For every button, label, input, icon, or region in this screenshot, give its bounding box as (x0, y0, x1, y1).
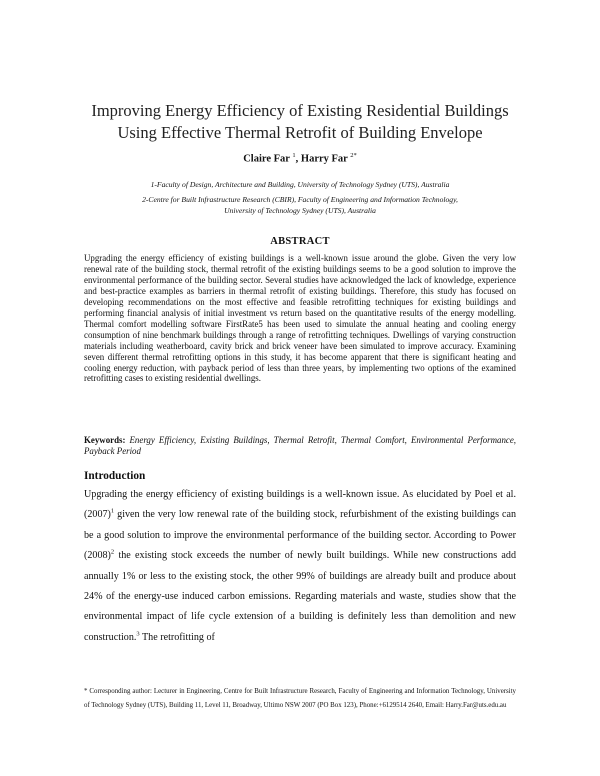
author-list (60, 152, 540, 165)
affiliation-2 (60, 195, 540, 216)
keywords (84, 435, 516, 457)
affiliation-2-line-2: University of Technology Sydney (UTS), Australia (224, 205, 376, 215)
keywords-label: Keywords: (84, 435, 126, 445)
abstract-body: Upgrading the energy efficiency of existing buildings is a well-known issue around the globe. Given the very low renewal rate of the building stock, thermal retrofit of the existing buildings seems to be a good solution to improve the environmental performance of the building sector. Several studies have acknowledged the lack of knowledge, experience and best-practice examples as barriers in thermal retrofit of existing buildings. Therefore, this study has focused on developing recommendations on the most effective and feasible retrofitting techniques for existing buildings and performing financial analysis of initial investment vs return based on the quantitative results of the energy modelling. Thermal comfort modelling software FirstRate5 has been used to simulate the annual heating and cooling energy consumption of nine benchmark buildings through a range of retrofitting techniques. Dwellings of varying construction materials including weatherboard, cavity brick and brick veneer have been simulated to improve accuracy. Examining seven different thermal retrofitting options in this study, it has become apparent that there is significant heating and cooling energy reduction, with payback period of less than three years, by implementing two options of the examined retrofitting cases to existing residential dwellings. (84, 253, 516, 384)
section-heading-introduction: Introduction (84, 470, 146, 482)
intro-text: The retrofitting of (139, 631, 215, 643)
intro-text: the existing stock exceeds the number of newly built buildings. While new constructions add annually 1% or less to the existing stock, the other 99% of buildings are already built and produce about 24% of the energy-use induced carbon emissions. Regarding materials and waste, studies show that the environmental impact of life cycle extension of a building is definitely less than demolition and new construction. (84, 550, 516, 643)
intro-text: given the very low renewal rate of the building stock, refurbishment of the existing buildings can be a good solution to improve the environmental performance of the building sector. According to Power (2008) (84, 509, 516, 562)
intro-text: Upgrading the energy efficiency of existing buildings is a well-known issue. As elucidated by Poel et al. (2007) (84, 489, 516, 521)
citation-ref: 1 (110, 508, 115, 516)
author-separator: , (295, 153, 301, 165)
footnote-text: Corresponding author: Lecturer in Engineering, Centre for Built Infrastructure Research, Faculty of Engineering and Information Technology, University of Technology Sydney (UTS), Building 11, Level 11, Broadway, Ultimo NSW 2007 (PO Box 123), Phone:+6129514 2640, Email: Harry.Far@uts.edu.au (84, 688, 516, 709)
citation-ref: 3 (136, 630, 140, 638)
author-affiliation-mark: 2* (350, 152, 357, 159)
title-line-2: Using Effective Thermal Retrofit of Building Envelope (117, 123, 483, 142)
affiliation-2-line-1: 2-Centre for Built Infrastructure Research (CBIR), Faculty of Engineering and Information Technology, (142, 195, 458, 204)
author-name: Claire Far (243, 153, 290, 165)
author-affiliation-mark: 1 (292, 152, 296, 159)
abstract-heading: ABSTRACT (270, 236, 330, 247)
citation-ref: 2 (110, 548, 115, 556)
paper-title (60, 100, 540, 144)
affiliation-1: 1-Faculty of Design, Architecture and Building, University of Technology Sydney (UTS), Australia (150, 180, 450, 189)
corresponding-author-footnote (84, 685, 516, 713)
footnote-marker: * (84, 688, 88, 695)
title-line-1: Improving Energy Efficiency of Existing Residential Buildings (91, 101, 509, 120)
introduction-body (84, 485, 516, 648)
author-name: Harry Far (300, 153, 348, 165)
keywords-list: Energy Efficiency, Existing Buildings, Thermal Retrofit, Thermal Comfort, Environmental Performance, Payback Period (84, 435, 517, 456)
